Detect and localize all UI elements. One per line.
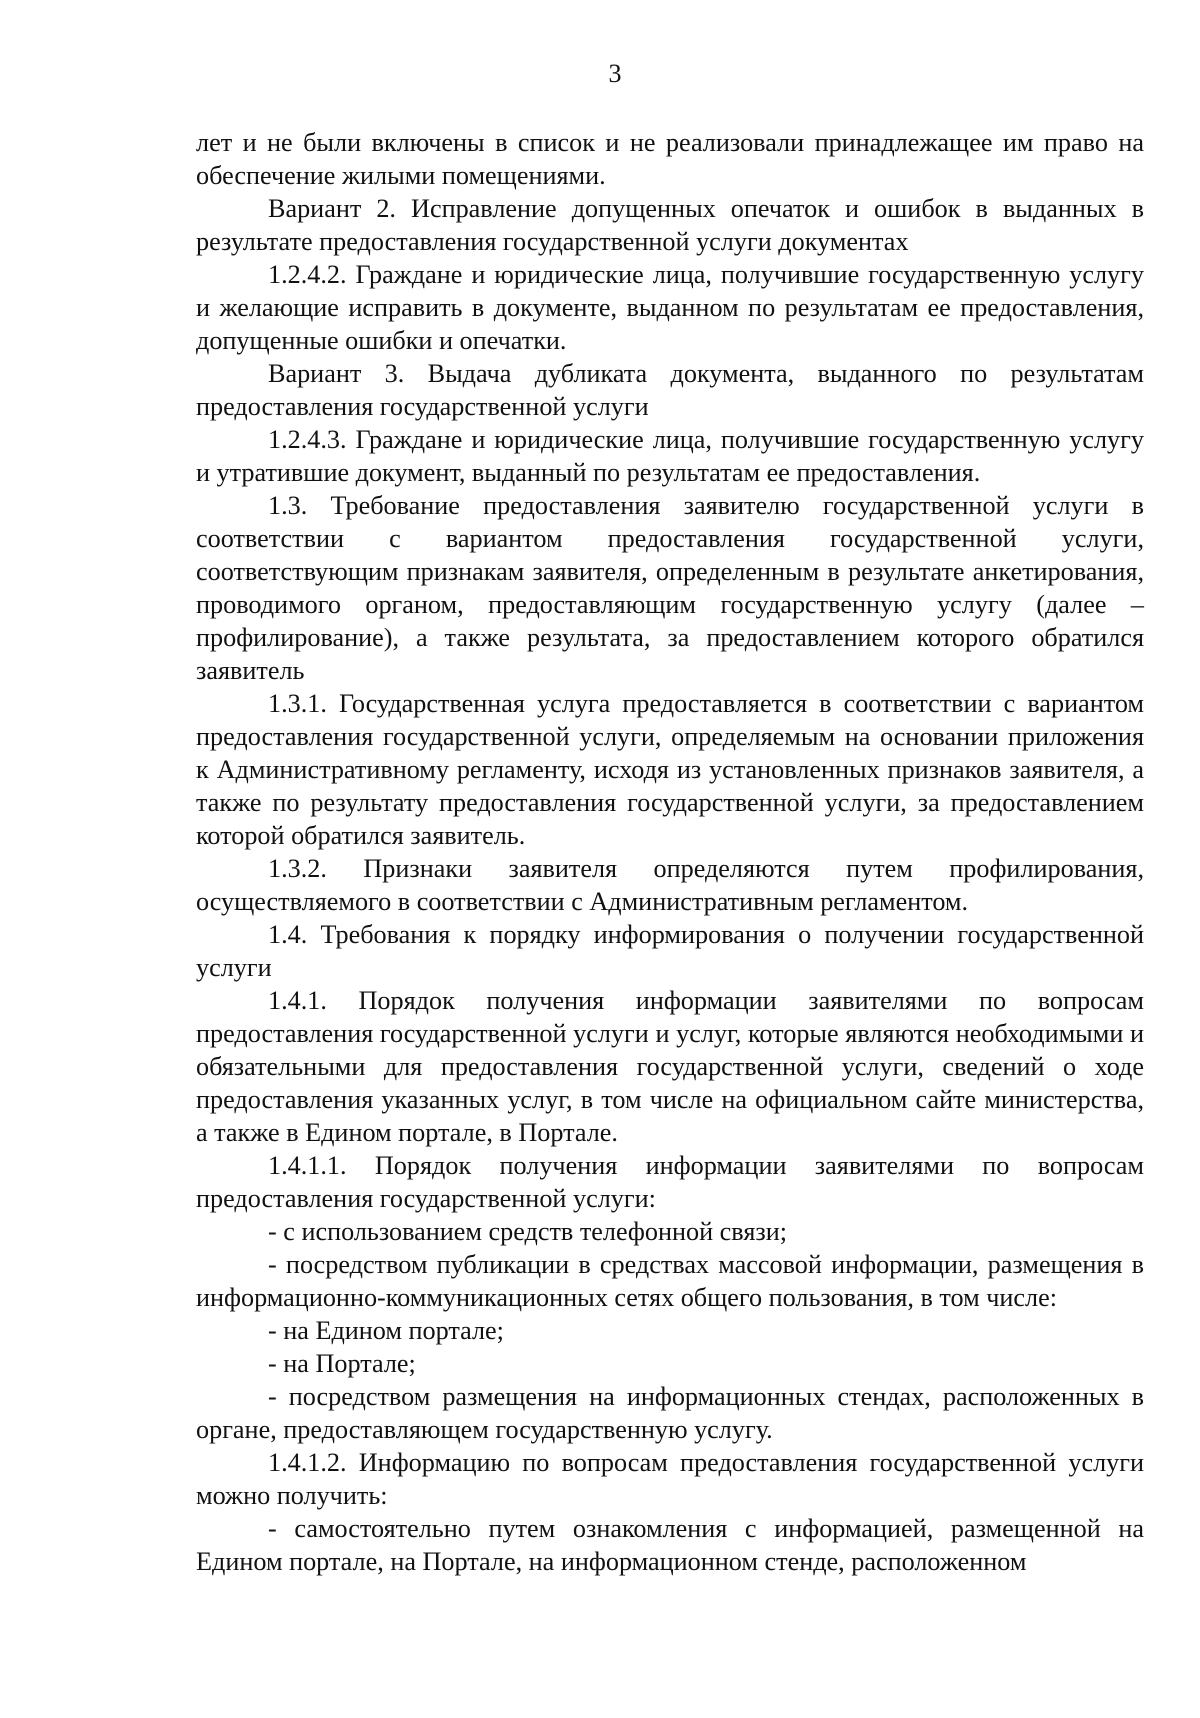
paragraph: Вариант 3. Выдача дубликата документа, выданного по результатам предоставления государственной услуги: [196, 359, 1144, 421]
paragraph: 1.3.1. Государственная услуга предоставляется в соответствии с вариантом предоставления государственной услуги, определяемым на основании приложения к Административному регламенту, исходя из установленных признаков заявителя, а также по результату предоставления государственной услуги, за предоставлением которой обратился заявитель.: [196, 689, 1144, 850]
paragraph: 1.4.1.1. Порядок получения информации заявителями по вопросам предоставления государственной услуги:: [196, 1151, 1144, 1213]
paragraph: 1.4. Требования к порядку информирования о получении государственной услуги: [196, 920, 1144, 982]
paragraph: 1.2.4.3. Граждане и юридические лица, получившие государственную услугу и утратившие документ, выданный по результатам ее предоставления.: [196, 425, 1144, 487]
list-item: - посредством публикации в средствах массовой информации, размещения в информационно-коммуникационных сетях общего пользования, в том числе:: [196, 1250, 1144, 1312]
list-item: - на Портале;: [268, 1349, 416, 1378]
list-item: - с использованием средств телефонной связи;: [268, 1217, 787, 1246]
list-item: - самостоятельно путем ознакомления с информацией, размещенной на Едином портале, на Портале, на информационном стенде, расположенном: [196, 1514, 1144, 1576]
paragraph: 1.3. Требование предоставления заявителю государственной услуги в соответствии с вариантом предоставления государственной услуги, соответствующим признакам заявителя, определенным в результате анкетирования, проводимого органом, предоставляющим государственную услугу (далее – профилирование), а также результата, за предоставлением которого обратился заявитель: [196, 491, 1144, 685]
document-body: [196, 126, 1144, 1578]
page-number: 3: [608, 59, 622, 88]
list-item: - посредством размещения на информационных стендах, расположенных в органе, предоставляющем государственную услугу.: [196, 1382, 1144, 1444]
paragraph: 1.2.4.2. Граждане и юридические лица, получившие государственную услугу и желающие исправить в документе, выданном по результатам ее предоставления, допущенные ошибки и опечатки.: [196, 260, 1144, 355]
paragraph: лет и не были включены в список и не реализовали принадлежащее им право на обеспечение жилыми помещениями.: [196, 128, 1144, 190]
paragraph: 1.3.2. Признаки заявителя определяются путем профилирования, осуществляемого в соответствии с Административным регламентом.: [196, 854, 1144, 916]
paragraph: Вариант 2. Исправление допущенных опечаток и ошибок в выданных в результате предоставления государственной услуги документах: [196, 194, 1144, 256]
list-item: - на Едином портале;: [268, 1316, 504, 1345]
paragraph: 1.4.1. Порядок получения информации заявителями по вопросам предоставления государственной услуги и услуг, которые являются необходимыми и обязательными для предоставления государственной услуги, сведений о ходе предоставления указанных услуг, в том числе на официальном сайте министерства, а также в Едином портале, в Портале.: [196, 986, 1144, 1147]
paragraph: 1.4.1.2. Информацию по вопросам предоставления государственной услуги можно получить:: [196, 1448, 1144, 1510]
